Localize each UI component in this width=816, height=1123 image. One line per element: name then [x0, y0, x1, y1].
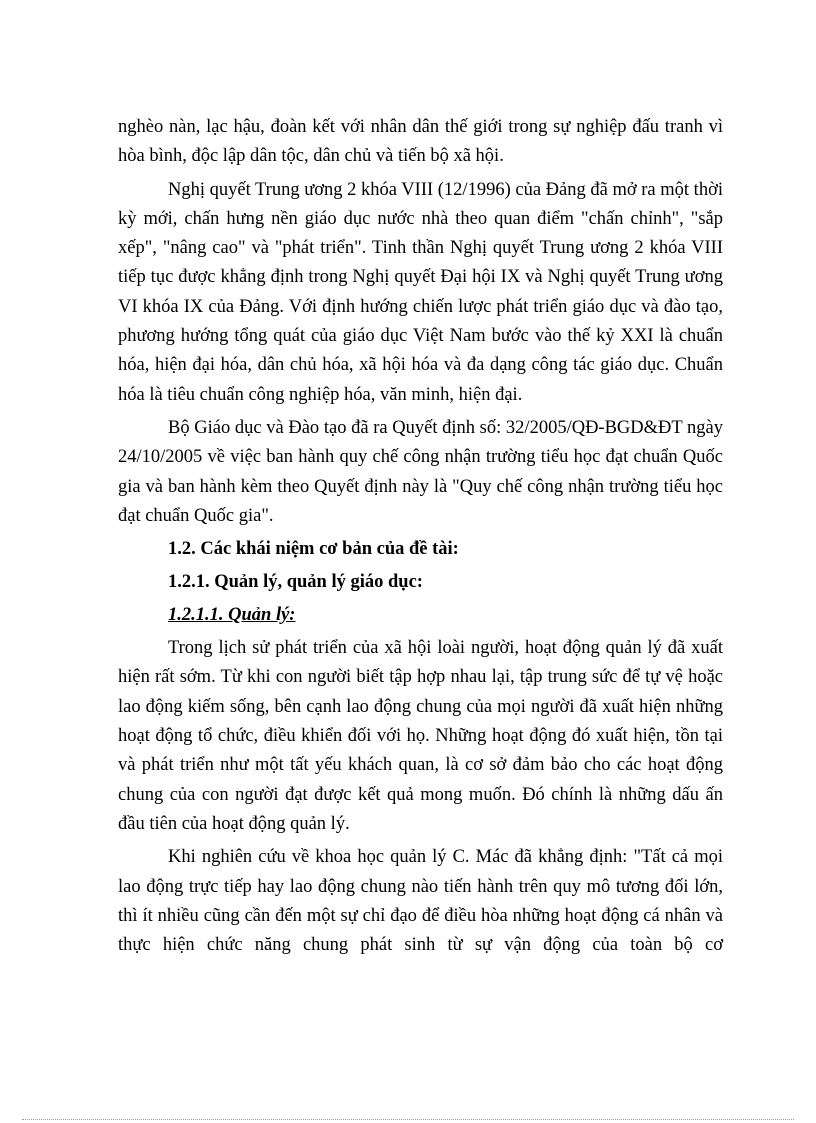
section-heading-1-2: 1.2. Các khái niệm cơ bản của đề tài:: [168, 539, 459, 560]
page-bottom-divider: [22, 1119, 794, 1120]
paragraph-history: Trong lịch sử phát triển của xã hội loài người, hoạt động quản lý đã xuất hiện rất sớm. Từ khi con người biết tập hợp nhau lại, tập trung sức để tự vệ hoặc lao động kiếm sống, bên cạnh lao động chung của mọi người đã xuất hiện những hoạt động tổ chức, điều khiển đối với họ. Những hoạt động đó xuất hiện, tồn tại và phát triển như một tất yếu khách quan, là cơ sở đảm bảo cho các hoạt động chung của con người đạt được kết quả mong muốn. Đó chính là những dấu ấn đầu tiên của hoạt động quản lý.: [118, 638, 723, 834]
paragraph-continuation: nghèo nàn, lạc hậu, đoàn kết với nhân dân thế giới trong sự nghiệp đấu tranh vì hòa bình, độc lập dân tộc, dân chủ và tiến bộ xã hội.: [118, 117, 723, 167]
paragraph-marx: Khi nghiên cứu về khoa học quản lý C. Mác đã khẳng định: "Tất cả mọi lao động trực tiếp hay lao động chung nào tiến hành trên quy mô tương đối lớn, thì ít nhiều cũng cần đến một sự chỉ đạo để điều hòa những hoạt động cá nhân và thực hiện chức năng chung phát sinh từ sự vận động của toàn bộ cơ: [118, 847, 723, 956]
section-heading-1-2-1: 1.2.1. Quản lý, quản lý giáo dục:: [168, 572, 423, 593]
paragraph-resolution: Nghị quyết Trung ương 2 khóa VIII (12/1996) của Đảng đã mở ra một thời kỳ mới, chấn hưng nền giáo dục nước nhà theo quan điểm "chấn chỉnh", "sắp xếp", "nâng cao" và "phát triển". Tinh thần Nghị quyết Trung ương 2 khóa VIII tiếp tục được khẳng định trong Nghị quyết Đại hội IX và Nghị quyết Trung ương VI khóa IX của Đảng. Với định hướng chiến lược phát triển giáo dục và đào tạo, phương hướng tổng quát của giáo dục Việt Nam bước vào thế kỷ XXI là chuẩn hóa, hiện đại hóa, dân chủ hóa, xã hội hóa và đa dạng công tác giáo dục. Chuẩn hóa là tiêu chuẩn công nghiệp hóa, văn minh, hiện đại.: [118, 179, 723, 405]
document-page: [118, 113, 723, 960]
paragraph-decision: Bộ Giáo dục và Đào tạo đã ra Quyết định số: 32/2005/QĐ-BGD&ĐT ngày 24/10/2005 về việc ban hành quy chế công nhận trường tiểu học đạt chuẩn Quốc gia và ban hành kèm theo Quyết định này là "Quy chế công nhận trường tiểu học đạt chuẩn Quốc gia".: [118, 417, 723, 526]
section-heading-1-2-1-1: 1.2.1.1. Quản lý:: [168, 605, 296, 626]
